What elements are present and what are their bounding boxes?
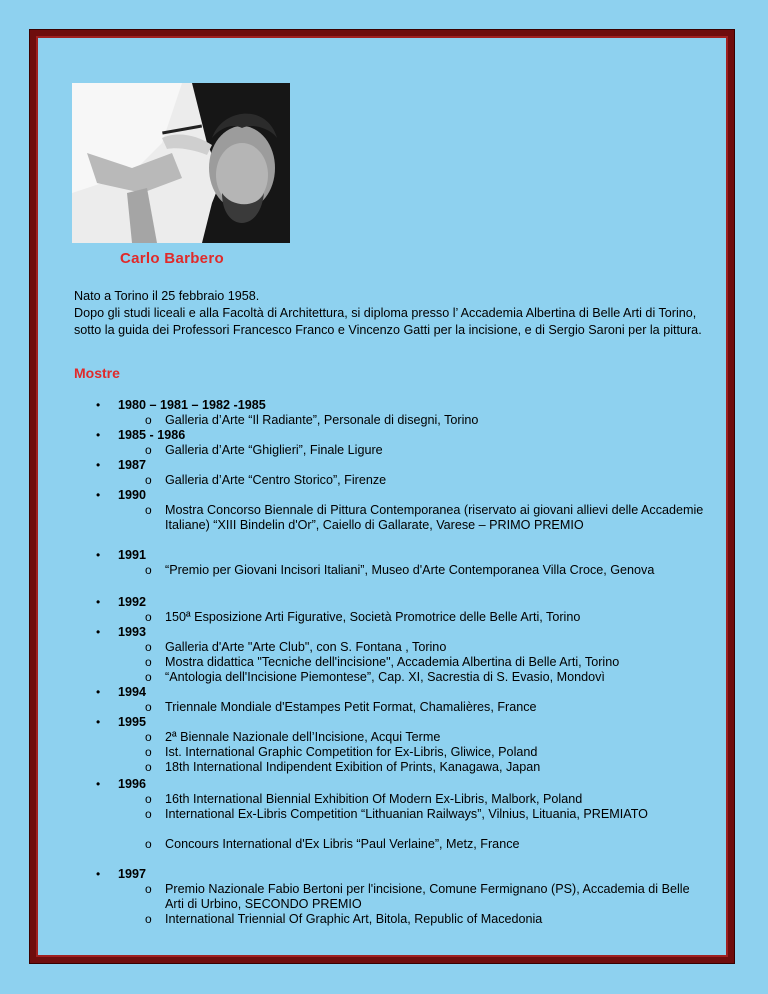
exhibition-year: 1993 (118, 625, 147, 639)
bullet-icon: • (96, 715, 101, 729)
exhibition-year: 1991 (118, 548, 147, 562)
section-title-mostre: Mostre (74, 365, 120, 381)
sub-bullet-icon: o (145, 730, 152, 744)
bullet-icon: • (96, 777, 101, 791)
exhibition-entry: Ist. International Graphic Competition for Ex-Libris, Gliwice, Poland (165, 745, 538, 759)
exhibition-entry: Premio Nazionale Fabio Bertoni per l'incisione, Comune Fermignano (PS), Accademia di Belle Arti di Urbino, SECONDO PREMIO (165, 882, 690, 911)
bullet-icon: • (96, 488, 101, 502)
exhibition-entry: Galleria d’Arte “Centro Storico”, Firenze (165, 473, 387, 487)
exhibition-year: 1997 (118, 867, 147, 881)
exhibition-entry: Mostra Concorso Biennale di Pittura Contemporanea (riservato ai giovani allievi delle Accademie Italiane) “XIII Bindelin d'Or”, Caiello di Gallarate, Varese – PRIMO PREMIO (165, 503, 704, 532)
exhibition-year: 1987 (118, 458, 147, 472)
exhibition-year: 1996 (118, 777, 147, 791)
exhibition-year: 1992 (118, 595, 147, 609)
exhibition-year: 1994 (118, 685, 147, 699)
person-name: Carlo Barbero (120, 250, 224, 267)
bullet-icon: • (96, 398, 101, 412)
sub-bullet-icon: o (145, 443, 152, 457)
sub-bullet-icon: o (145, 503, 152, 517)
sub-bullet-icon: o (145, 912, 152, 926)
exhibition-year: 1995 (118, 715, 147, 729)
exhibition-year: 1990 (118, 488, 147, 502)
sub-bullet-icon: o (145, 670, 152, 684)
bullet-icon: • (96, 595, 101, 609)
exhibition-entry: Mostra didattica "Tecniche dell'incisione", Accademia Albertina di Belle Arti, Torino (165, 655, 620, 669)
sub-bullet-icon: o (145, 700, 152, 714)
sub-bullet-icon: o (145, 837, 152, 851)
exhibition-entry: International Triennial Of Graphic Art, Bitola, Republic of Macedonia (165, 912, 543, 926)
exhibition-year: 1985 - 1986 (118, 428, 186, 442)
bullet-icon: • (96, 867, 101, 881)
sub-bullet-icon: o (145, 473, 152, 487)
sub-bullet-icon: o (145, 610, 152, 624)
bullet-icon: • (96, 625, 101, 639)
sub-bullet-icon: o (145, 807, 152, 821)
exhibition-entry: 2ª Biennale Nazionale dell’Incisione, Acqui Terme (165, 730, 441, 744)
exhibition-entry: Galleria d’Arte “Il Radiante”, Personale di disegni, Torino (165, 413, 479, 427)
exhibition-entry: International Ex-Libris Competition “Lithuanian Railways”, Vilnius, Lituania, PREMIATO (165, 807, 648, 821)
sub-bullet-icon: o (145, 792, 152, 806)
bullet-icon: • (96, 685, 101, 699)
exhibition-entry: “Antologia dell'Incisione Piemontese”, Cap. XI, Sacrestia di S. Evasio, Mondovì (165, 670, 605, 684)
sub-bullet-icon: o (145, 413, 152, 427)
exhibition-entry: 16th International Biennial Exhibition Of Modern Ex-Libris, Malbork, Poland (165, 792, 583, 806)
exhibition-entry: 18th International Indipendent Exibition of Prints, Kanagawa, Japan (165, 760, 541, 774)
intro-line-birth: Nato a Torino il 25 febbraio 1958. (74, 289, 260, 303)
sub-bullet-icon: o (145, 563, 152, 577)
intro-line-education: Dopo gli studi liceali e alla Facoltà di Architettura, si diploma presso l’ Accademia Albertina di Belle Arti di Torino, sotto la guida dei Professori Francesco Franco e Vincenzo Gatti per la incisione, e di Sergio Saroni per la pittura. (74, 306, 702, 337)
sub-bullet-icon: o (145, 655, 152, 669)
exhibition-entry: “Premio per Giovani Incisori Italiani”, Museo d'Arte Contemporanea Villa Croce, Genova (165, 563, 655, 577)
exhibition-entry: Concours International d'Ex Libris “Paul Verlaine”, Metz, France (165, 837, 520, 851)
bullet-icon: • (96, 428, 101, 442)
bullet-icon: • (96, 458, 101, 472)
sub-bullet-icon: o (145, 882, 152, 896)
bullet-icon: • (96, 548, 101, 562)
sub-bullet-icon: o (145, 745, 152, 759)
exhibition-entry: 150ª Esposizione Arti Figurative, Società Promotrice delle Belle Arti, Torino (165, 610, 581, 624)
exhibition-year: 1980 – 1981 – 1982 -1985 (118, 398, 266, 412)
exhibition-entry: Triennale Mondiale d'Estampes Petit Format, Chamalières, France (165, 700, 537, 714)
exhibition-entry: Galleria d’Arte “Ghiglieri”, Finale Ligure (165, 443, 383, 457)
exhibition-entry: Galleria d'Arte "Arte Club", con S. Fontana , Torino (165, 640, 447, 654)
sub-bullet-icon: o (145, 640, 152, 654)
sub-bullet-icon: o (145, 760, 152, 774)
